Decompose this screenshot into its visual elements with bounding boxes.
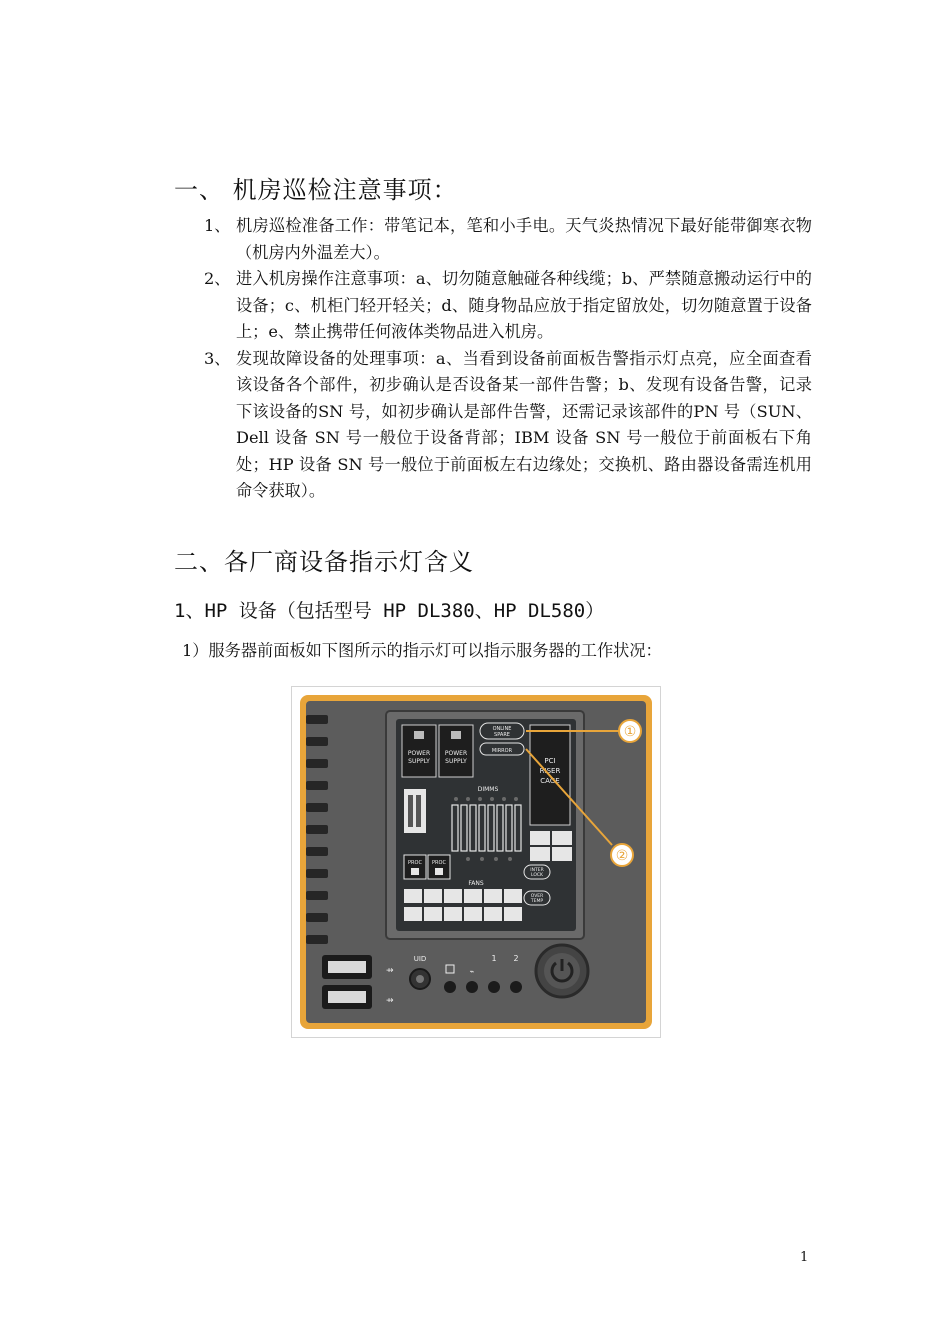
list-item: [204, 346, 812, 505]
list-item-number: 2、: [204, 269, 231, 288]
power-supply-label: SUPPLY: [408, 758, 430, 765]
mirror-label: MIRROR: [491, 748, 513, 754]
power-supply-label: POWER: [407, 750, 431, 757]
list-item: [204, 266, 812, 346]
proc-label: PROC: [432, 860, 446, 866]
section-2-heading: 二、各厂商设备指示灯含义: [174, 548, 474, 576]
pci-riser-cage-label: PCI: [544, 757, 556, 765]
side-module: [404, 789, 426, 833]
fans-label: FANS: [468, 880, 484, 887]
overtemp-label: TEMP: [530, 899, 544, 904]
hp-subsection-heading: 1、HP 设备（包括型号 HP DL380、HP DL580）: [174, 600, 605, 622]
usb-icon: ⇸: [386, 996, 394, 1006]
proc-1: [404, 855, 426, 879]
dimms-label: DIMMS: [477, 786, 499, 793]
list-item: [204, 213, 812, 266]
power-supply-label: SUPPLY: [445, 758, 467, 765]
online-spare-label: ONLINE: [492, 726, 512, 732]
hp-front-panel-image: [300, 695, 652, 1029]
pci-riser-cage-label: RISER: [539, 767, 561, 775]
list-item-number: 1、: [204, 216, 231, 235]
proc-2: [428, 855, 450, 879]
list-item-text: 进入机房操作注意事项：a、切勿随意触碰各种线缆；b、严禁随意搬动运行中的设备；c、机柜门轻开轻关；d、随身物品应放于指定留放处，切勿随意置于设备上；e、禁止携带任何液体类物品进入机房。: [236, 269, 812, 341]
page-number: 1: [800, 1250, 809, 1265]
list-item-number: 3、: [204, 348, 231, 368]
power-supply-1: [402, 725, 436, 777]
power-supply-2: [439, 725, 473, 777]
section-1-heading: 一、 机房巡检注意事项：: [174, 176, 458, 204]
nic-2-label: 2: [513, 954, 519, 963]
list-item-text: 发现故障设备的处理事项：a、当看到设备前面板告警指示灯点亮，应全面查看该设备各个部件，初步确认是否设备某一部件告警；b、发现有设备告警，记录下该设备的SN 号，如初步确认是部件告警，还需记录该部件的PN 号（SUN、Dell 设备 SN 号一般位于设备背部；IBM 设备 SN 号一般位于前面板右下角处；HP 设备 SN 号一般位于前面板左右边缘处；交换机、路由器设备需连机用命令获取）。: [236, 348, 812, 500]
list-item-text: 机房巡检准备工作：带笔记本，笔和小手电。天气炎热情况下最好能带御寒衣物（机房内外温差大）。: [236, 216, 812, 262]
figure-intro-text: 1）服务器前面板如下图所示的指示灯可以指示服务器的工作状况：: [182, 641, 662, 660]
proc-label: PROC: [408, 860, 422, 866]
nic-1-label: 1: [491, 954, 497, 963]
interlock-label: INTER: [530, 868, 544, 873]
online-spare-label: SPARE: [494, 732, 510, 738]
inspection-notes-list: [204, 213, 812, 505]
overtemp-label: OVER: [530, 894, 544, 899]
nic-icon: ⌁: [469, 967, 475, 976]
power-supply-label: POWER: [444, 750, 468, 757]
uid-label: UID: [413, 955, 427, 963]
hp-front-panel-figure: [291, 686, 661, 1038]
pci-riser-cage-label: CAGE: [540, 777, 560, 785]
interlock-label: LOCK: [531, 873, 543, 878]
callout-number-2: ②: [615, 848, 629, 864]
callout-number-1: ①: [623, 724, 637, 740]
usb-icon: ⇸: [386, 966, 394, 976]
